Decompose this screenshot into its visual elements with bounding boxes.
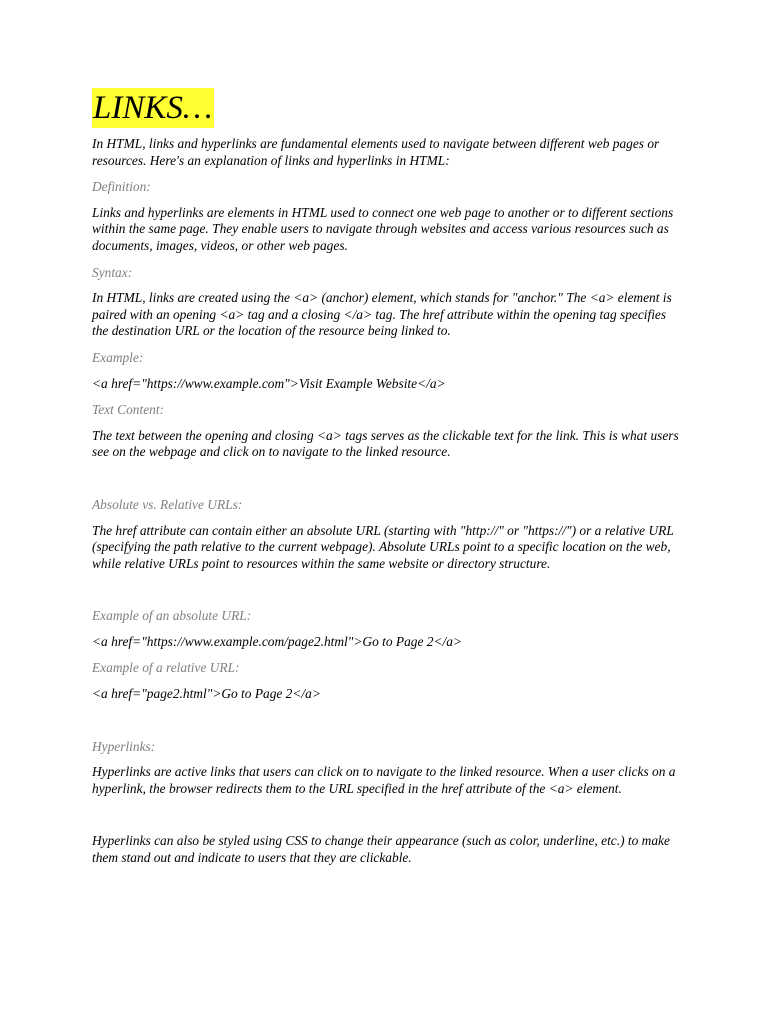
hyperlinks-styling-paragraph: Hyperlinks can also be styled using CSS to change their appearance (such as color, underline, etc.) to make them stand out and indicate to users that they are clickable. (92, 833, 670, 866)
definition-heading: Definition: (92, 179, 151, 195)
page-title: LINKS… (93, 90, 213, 126)
definition-paragraph: Links and hyperlinks are elements in HTML used to connect one web page to another or to different sections within the same page. They enable users to navigate through websites and access various resources such as documents, images, videos, or other web pages. (92, 204, 674, 253)
document-page (92, 88, 682, 867)
example-code-line: <a href="https://www.example.com">Visit Example Website</a> (92, 375, 446, 391)
syntax-paragraph: In HTML, links are created using the <a> (anchor) element, which stands for "anchor." The <a> element is paired with an opening <a> tag and a closing </a> tag. The href attribute within the opening tag specifies the destination URL or the location of the resource being linked to. (92, 290, 672, 339)
text-content-heading: Text Content: (92, 402, 165, 418)
hyperlinks-heading: Hyperlinks: (92, 738, 156, 754)
example-heading: Example: (92, 349, 144, 365)
text-content-paragraph: The text between the opening and closing <a> tags serves as the clickable text for the link. This is what users see on the webpage and click on to navigate to the linked resource. (92, 427, 679, 460)
absolute-example-heading: Example of an absolute URL: (92, 608, 252, 624)
hyperlinks-paragraph: Hyperlinks are active links that users can click on to navigate to the linked resource. When a user clicks on a hyperlink, the browser redirects them to the URL specified in the href attribute of the <a> element. (92, 764, 676, 796)
absolute-relative-paragraph: The href attribute can contain either an absolute URL (starting with "http://" or "https://") or a relative URL (specifying the path relative to the current webpage). Absolute URLs point to a specific location on the web, while relative URLs point to resources within the same website or directory structure. (92, 522, 674, 571)
relative-example-code-line: <a href="page2.html">Go to Page 2</a> (92, 686, 321, 702)
syntax-heading: Syntax: (92, 264, 133, 280)
intro-paragraph: In HTML, links and hyperlinks are fundamental elements used to navigate between different web pages or resources. Here's an explanation of links and hyperlinks in HTML: (92, 136, 660, 168)
absolute-example-code-line: <a href="https://www.example.com/page2.html">Go to Page 2</a> (92, 633, 462, 649)
absolute-relative-heading: Absolute vs. Relative URLs: (92, 496, 243, 512)
relative-example-heading: Example of a relative URL: (92, 660, 240, 676)
